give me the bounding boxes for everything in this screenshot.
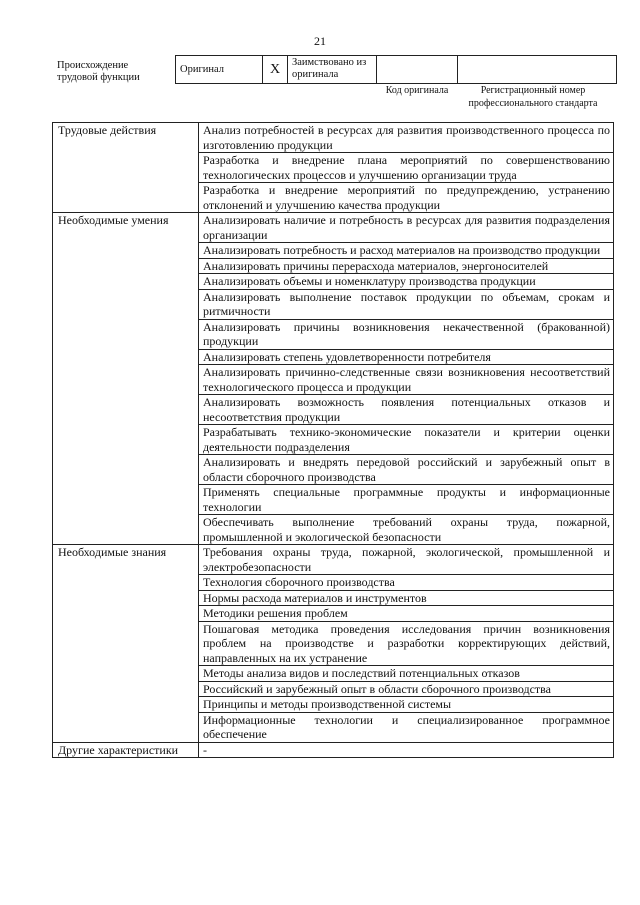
section-title-knowledge: Необходимые знания xyxy=(53,545,199,743)
skill-item: Анализировать потребность и расход материалов на производство продукции xyxy=(199,243,614,259)
origin-label: Происхождение трудовой функции xyxy=(57,60,140,83)
table-row xyxy=(53,213,614,243)
skill-item: Анализировать выполнение поставок продукции по объемам, срокам и ритмичности xyxy=(199,289,614,319)
action-item: Разработка и внедрение плана мероприятий по совершенствованию технологических процессов и улучшению организации труда xyxy=(199,153,614,183)
skill-item: Разрабатывать технико-экономические показатели и критерии оценки деятельности подразделения xyxy=(199,425,614,455)
skill-item: Обеспечивать выполнение требований охраны труда, пожарной, промышленной и экологической безопасности xyxy=(199,515,614,545)
skill-item: Анализировать степень удовлетворенности потребителя xyxy=(199,349,614,365)
origin-table xyxy=(175,55,617,84)
knowledge-item: Методы анализа видов и последствий потенциальных отказов xyxy=(199,666,614,682)
reg-number-label: Регистрационный номер профессионального стандарта xyxy=(468,85,598,109)
original-cell: Оригинал xyxy=(176,56,263,84)
skill-item: Анализировать объемы и номенклатуру производства продукции xyxy=(199,274,614,290)
labor-function-table xyxy=(52,122,614,758)
skill-item: Анализировать и внедрять передовой российский и зарубежный опыт в области сборочного производства xyxy=(199,455,614,485)
section-title-skills: Необходимые умения xyxy=(53,213,199,545)
borrowed-cell: Заимствовано из оригинала xyxy=(288,56,377,84)
skill-item: Анализировать причины возникновения некачественной (бракованной) продукции xyxy=(199,319,614,349)
knowledge-item: Технология сборочного производства xyxy=(199,575,614,591)
table-row xyxy=(53,545,614,575)
skill-item: Анализировать возможность появления потенциальных отказов и несоответствия продукции xyxy=(199,395,614,425)
knowledge-item: Методики решения проблем xyxy=(199,606,614,622)
code-cell xyxy=(377,56,458,84)
knowledge-item: Пошаговая методика проведения исследования причин возникновения проблем на производстве и разработки корректирующих действий, направленных на их устранение xyxy=(199,621,614,666)
skill-item: Применять специальные программные продукты и информационные технологии xyxy=(199,485,614,515)
section-title-actions: Трудовые действия xyxy=(53,123,199,213)
knowledge-item: Российский и зарубежный опыт в области сборочного производства xyxy=(199,681,614,697)
table-row xyxy=(53,123,614,153)
original-mark: X xyxy=(263,56,288,84)
skill-item: Анализировать причинно-следственные связи возникновения несоответствий технологического процесса и продукции xyxy=(199,365,614,395)
page-number: 21 xyxy=(314,34,326,48)
action-item: Разработка и внедрение мероприятий по предупреждению, устранению отклонений и улучшению качества продукции xyxy=(199,183,614,213)
knowledge-item: Нормы расхода материалов и инструментов xyxy=(199,590,614,606)
reg-number-cell xyxy=(458,56,617,84)
knowledge-item: Информационные технологии и специализированное программное обеспечение xyxy=(199,712,614,742)
other-value: - xyxy=(199,742,614,758)
section-title-other: Другие характеристики xyxy=(53,742,199,758)
table-row xyxy=(53,742,614,758)
knowledge-item: Принципы и методы производственной системы xyxy=(199,697,614,713)
knowledge-item: Требования охраны труда, пожарной, экологической, промышленной и электробезопасности xyxy=(199,545,614,575)
skill-item: Анализировать наличие и потребность в ресурсах для развития подразделения организации xyxy=(199,213,614,243)
skill-item: Анализировать причины перерасхода материалов, энергоносителей xyxy=(199,258,614,274)
action-item: Анализ потребностей в ресурсах для развития производственного процесса по изготовлению продукции xyxy=(199,123,614,153)
code-label: Код оригинала xyxy=(385,85,449,96)
